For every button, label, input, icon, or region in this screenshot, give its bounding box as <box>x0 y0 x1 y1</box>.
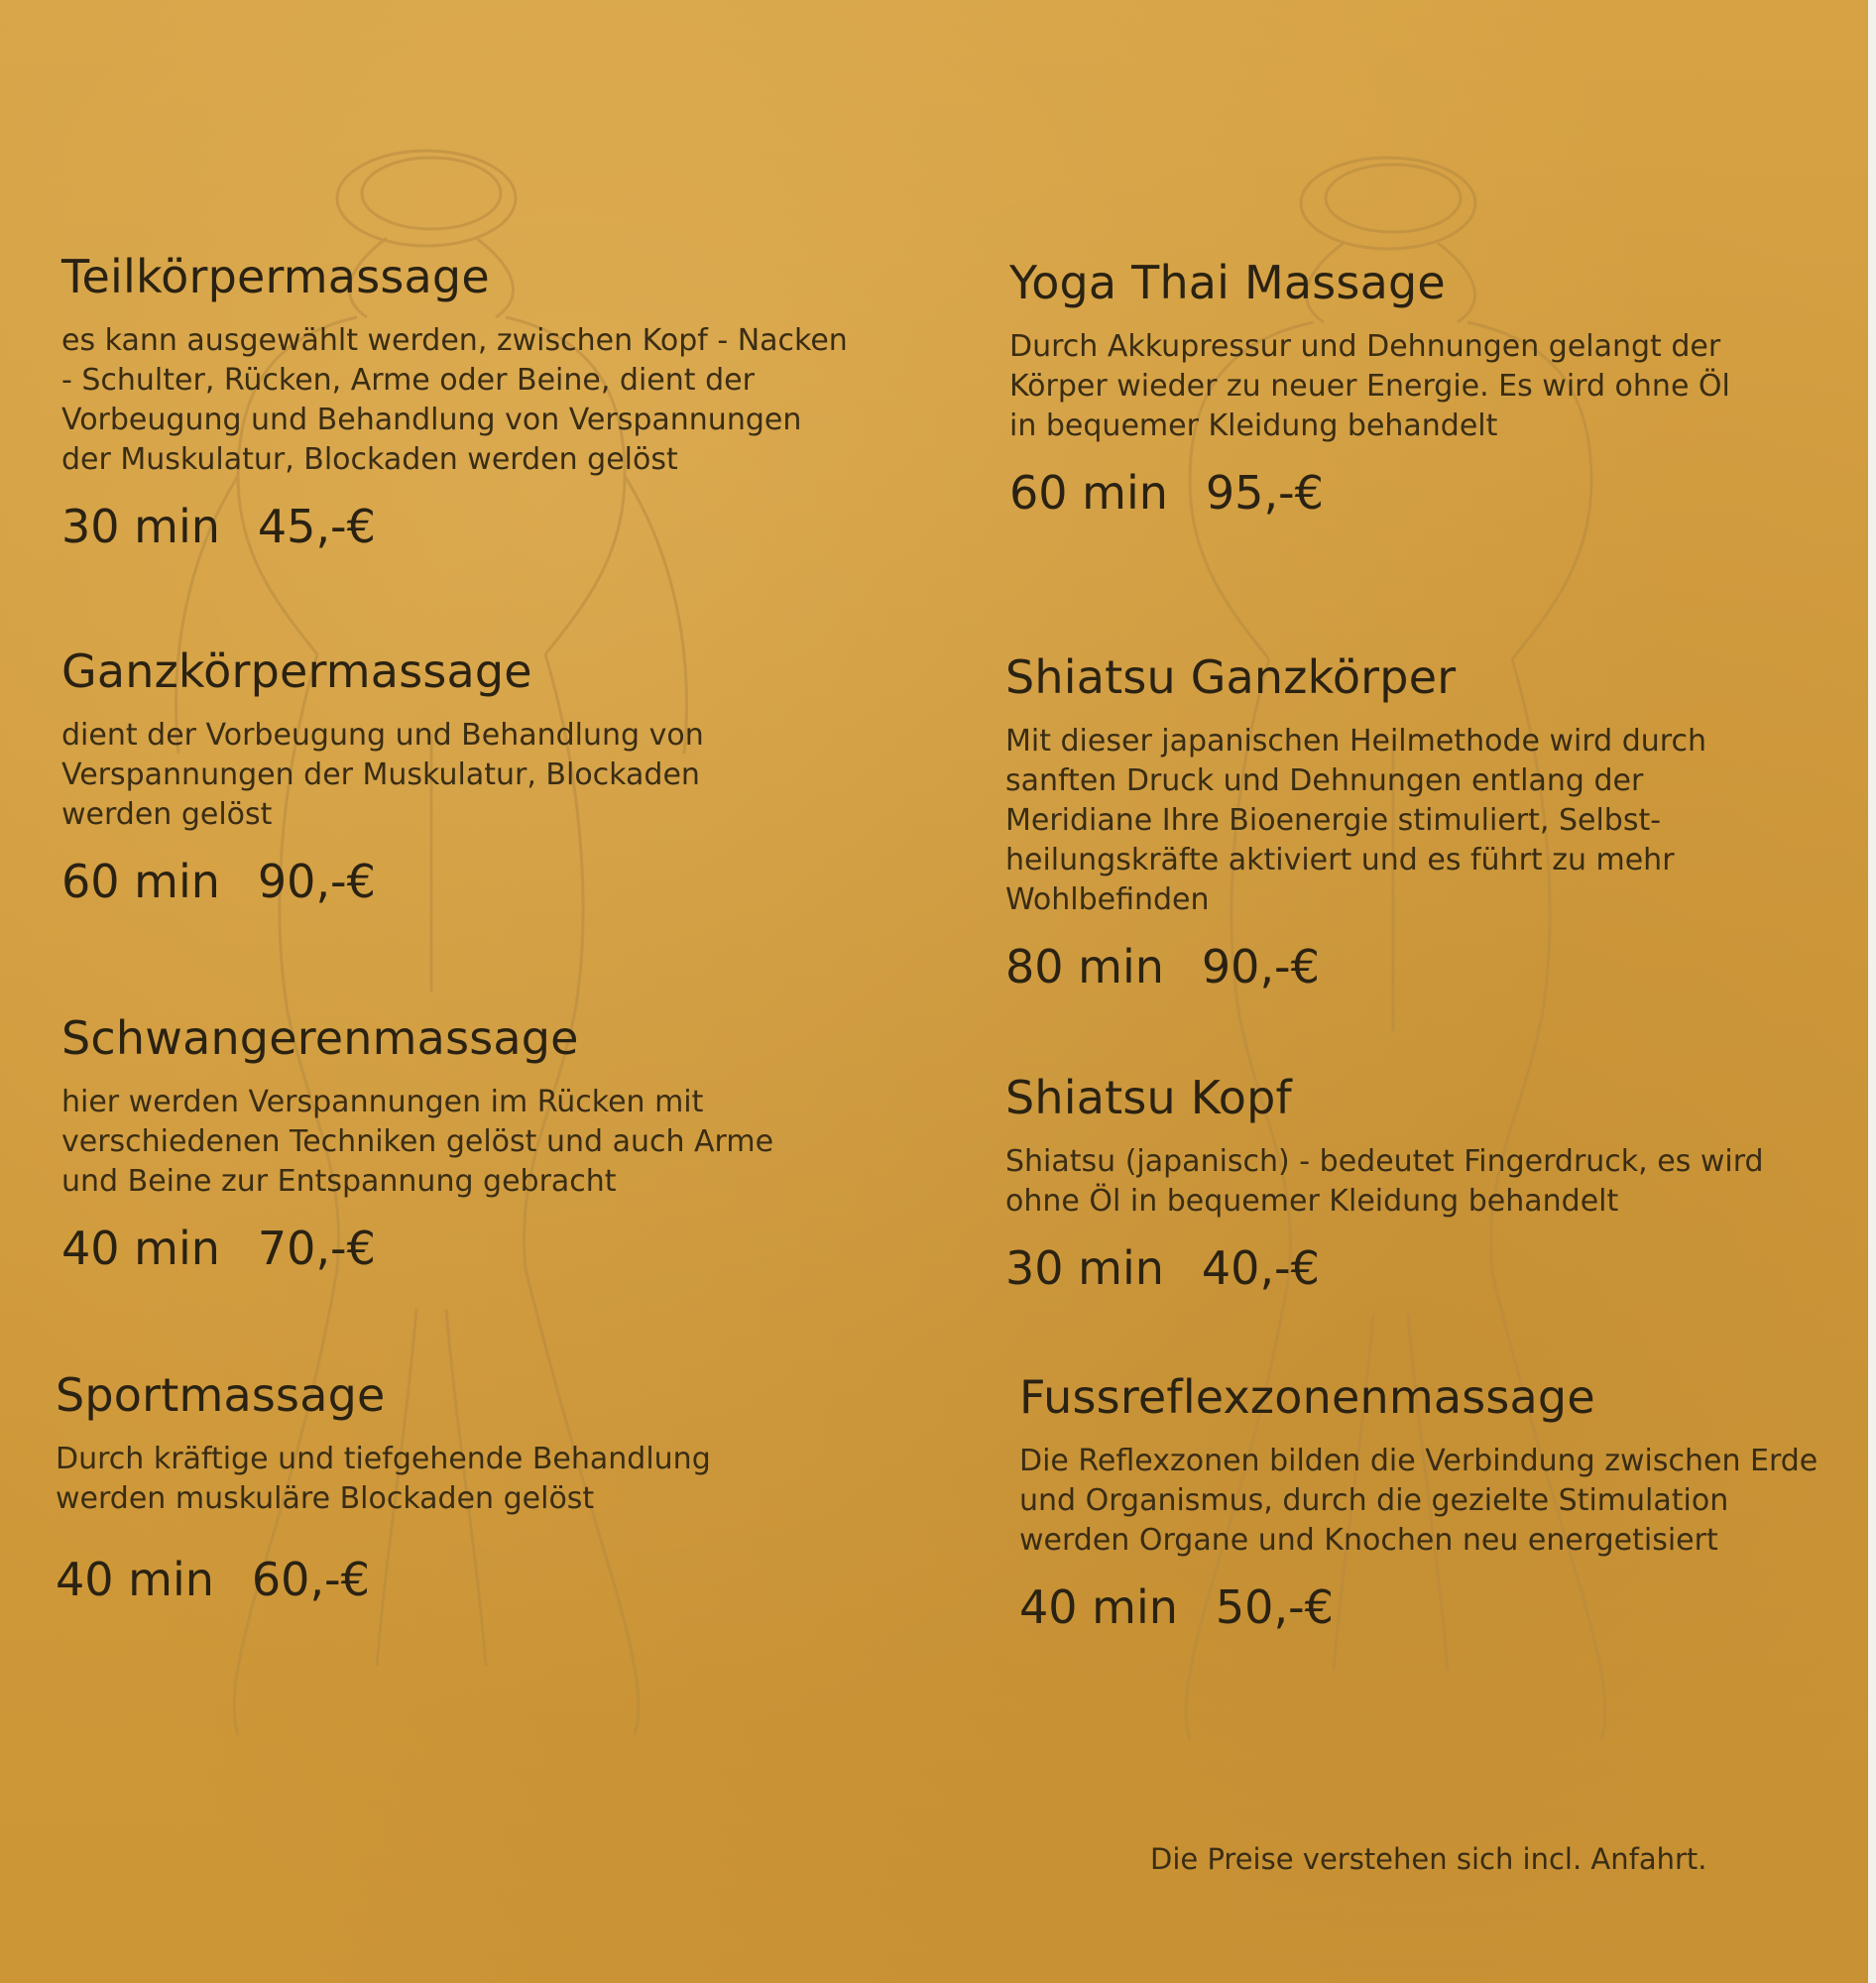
service-price-row <box>61 500 848 553</box>
service-price-row <box>1005 1241 1764 1295</box>
service-price-row <box>1019 1580 1817 1634</box>
service-duration: 60 min <box>1009 466 1168 520</box>
service-duration: 40 min <box>61 1222 220 1275</box>
service-price: 50,-€ <box>1215 1580 1334 1634</box>
service-price: 90,-€ <box>1201 940 1320 993</box>
service-description: hier werden Verspannungen im Rücken mit verschiedenen Techniken gelöst und auch Arme und Beine zur Entspannung gebracht <box>61 1085 774 1199</box>
service-duration: 60 min <box>61 855 220 908</box>
service-price: 45,-€ <box>257 500 376 553</box>
service-price-row <box>1005 940 1706 993</box>
service-title: Shiatsu Kopf <box>1005 1071 1292 1124</box>
service-duration: 30 min <box>1005 1241 1164 1295</box>
service-yoga-thai-massage <box>1009 256 1730 520</box>
service-title: Shiatsu Ganzkörper <box>1005 650 1457 704</box>
service-description: dient der Vorbeugung und Behandlung von Verspannungen der Muskulatur, Blockaden werden gelöst <box>61 718 704 832</box>
service-title: Schwangerenmassage <box>61 1011 579 1065</box>
page-edge <box>1868 0 1876 1983</box>
footer-note: Die Preise verstehen sich incl. Anfahrt. <box>1150 1842 1707 1876</box>
service-shiatsu-kopf <box>1005 1071 1764 1295</box>
service-ganzkoerpermassage <box>61 644 704 908</box>
service-duration: 80 min <box>1005 940 1164 993</box>
service-price: 40,-€ <box>1201 1241 1320 1295</box>
service-description: Die Reflexzonen bilden die Verbindung zwischen Erde und Organismus, durch die gezielte Stimulation werden Organe und Knochen neu energetisiert <box>1019 1444 1818 1558</box>
service-price-row <box>61 1222 773 1275</box>
service-description: Durch Akkupressur und Dehnungen gelangt der Körper wieder zu neuer Energie. Es wird ohne Öl in bequemer Kleidung behandelt <box>1009 329 1730 443</box>
service-price: 90,-€ <box>257 855 376 908</box>
service-shiatsu-ganzkoerper <box>1005 650 1706 993</box>
service-price-row <box>56 1553 711 1606</box>
service-duration: 40 min <box>1019 1580 1178 1634</box>
service-title: Sportmassage <box>56 1368 386 1422</box>
service-description: Shiatsu (japanisch) - bedeutet Fingerdruck, es wird ohne Öl in bequemer Kleidung behandelt <box>1005 1144 1764 1219</box>
service-sportmassage <box>56 1368 711 1606</box>
service-duration: 30 min <box>61 500 220 553</box>
service-title: Ganzkörpermassage <box>61 644 532 698</box>
service-fussreflexzonenmassage <box>1019 1370 1817 1634</box>
service-title: Fussreflexzonenmassage <box>1019 1370 1595 1424</box>
service-title: Teilkörpermassage <box>61 250 490 303</box>
service-price: 70,-€ <box>257 1222 376 1275</box>
service-price: 60,-€ <box>251 1553 370 1606</box>
service-duration: 40 min <box>56 1553 214 1606</box>
service-description: Mit dieser japanischen Heilmethode wird durch sanften Druck und Dehnungen entlang der Meridiane Ihre Bioenergie stimuliert, Selbst- heilungskräfte aktiviert und es führt zu mehr Wohlbefinden <box>1005 724 1706 917</box>
service-schwangerenmassage <box>61 1011 773 1275</box>
service-description: Durch kräftige und tiefgehende Behandlung werden muskuläre Blockaden gelöst <box>56 1442 711 1516</box>
service-price-row <box>1009 466 1730 520</box>
service-price: 95,-€ <box>1205 466 1324 520</box>
service-teilkoerpermassage <box>61 250 848 553</box>
service-price-row <box>61 855 704 908</box>
service-title: Yoga Thai Massage <box>1009 256 1446 309</box>
service-description: es kann ausgewählt werden, zwischen Kopf - Nacken - Schulter, Rücken, Arme oder Beine, dient der Vorbeugung und Behandlung von Verspannungen der Muskulatur, Blockaden werden gelöst <box>61 323 848 477</box>
